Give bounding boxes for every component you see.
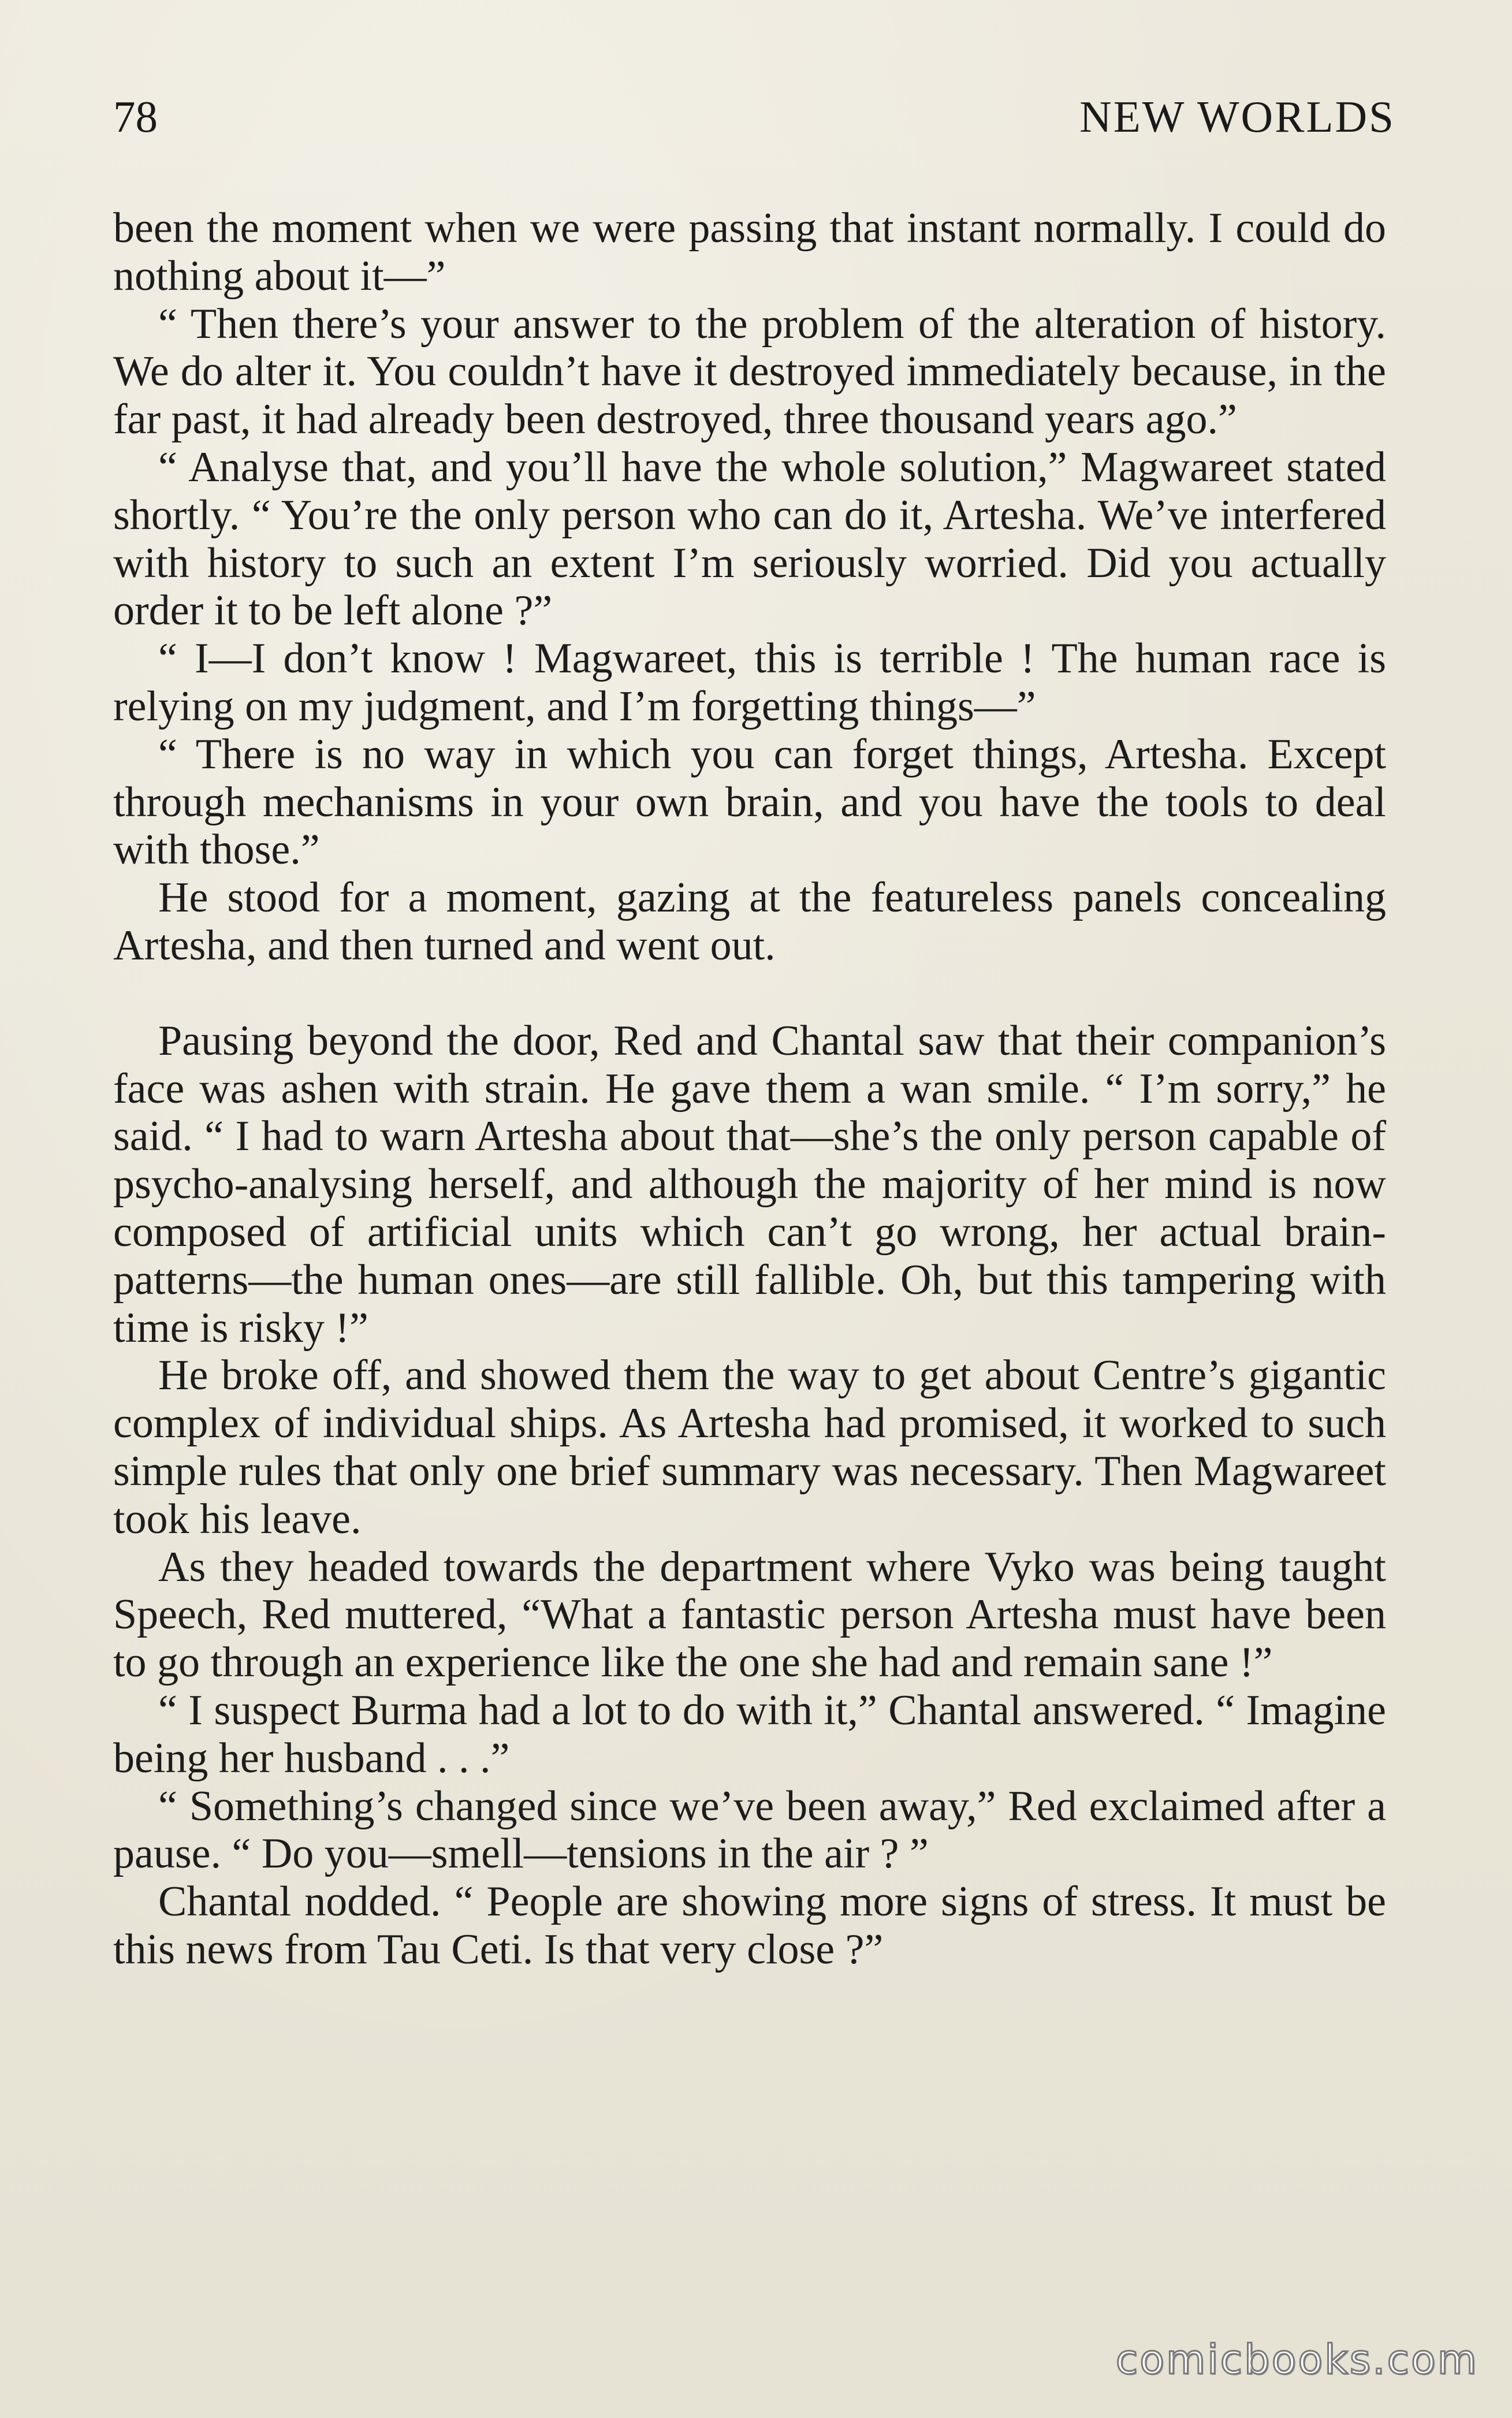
paragraph: “ There is no way in which you can forget things, Artesha. Except through mechanisms in your own brain, and you have the tools to deal with those.” <box>113 730 1386 874</box>
running-title: NEW WORLDS <box>1079 92 1395 142</box>
paragraph: “ Analyse that, and you’ll have the whole solution,” Magwareet stated shortly. “ You’re the only person who can do it, Artesha. We’ve interfered with history to such an extent I’m seriously worried. Did you actually order it to be left alone ?” <box>113 443 1386 635</box>
body-text <box>113 204 1386 1974</box>
paragraph: “ I—I don’t know ! Magwareet, this is terrible ! The human race is relying on my judgment, and I’m forgetting things—” <box>113 635 1386 730</box>
page-header <box>113 91 1395 155</box>
paragraph: Chantal nodded. “ People are showing more signs of stress. It must be this news from Tau Ceti. Is that very close ?” <box>113 1878 1386 1973</box>
section-start-paragraph: Pausing beyond the door, Red and Chantal saw that their companion’s face was ashen with strain. He gave them a wan smile. “ I’m sorry,” he said. “ I had to warn Artesha about that—she’s the only person capable of psycho-analysing herself, and although the majority of her mind is now composed of artificial units which can’t go wrong, her actual brain-patterns—the human ones—are still fallible. Oh, but this tampering with time is risky !” <box>113 1017 1386 1352</box>
paragraph: “ Something’s changed since we’ve been away,” Red exclaimed after a pause. “ Do you—smell—tensions in the air ? ” <box>113 1782 1386 1878</box>
paragraph: As they headed towards the department where Vyko was being taught Speech, Red muttered, “What a fantastic person Artesha must have been to go through an experience like the one she had and remain sane !” <box>113 1543 1386 1687</box>
paragraph: He broke off, and showed them the way to get about Centre’s gigantic complex of individual ships. As Artesha had promised, it worked to such simple rules that only one brief summary was necessary. Then Magwareet took his leave. <box>113 1352 1386 1543</box>
paragraph: been the moment when we were passing that instant normally. I could do nothing about it—” <box>113 204 1386 300</box>
page-number: 78 <box>113 92 158 142</box>
watermark: comicbooks.com <box>1115 2336 1479 2383</box>
paragraph: He stood for a moment, gazing at the featureless panels concealing Artesha, and then turned and went out. <box>113 874 1386 969</box>
paragraph: “ I suspect Burma had a lot to do with it,” Chantal answered. “ Imagine being her husband . . .” <box>113 1686 1386 1782</box>
paragraph: “ Then there’s your answer to the problem of the alteration of history. We do alter it. You couldn’t have it destroyed immediately because, in the far past, it had already been destroyed, three thousand years ago.” <box>113 300 1386 444</box>
